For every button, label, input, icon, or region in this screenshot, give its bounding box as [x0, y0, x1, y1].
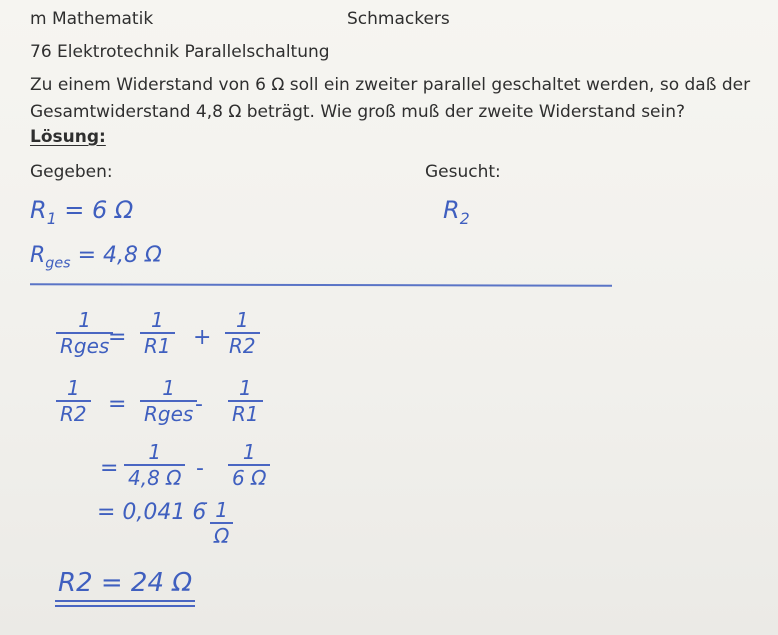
- double-underline-bottom: [55, 605, 195, 607]
- given-r1: $R_1 = 6$ Ω: [30, 196, 134, 228]
- task-text: Zu einem Widerstand von 6 Ω soll ein zweiter parallel geschaltet werden, so daß der Gesamtwiderstand 4,8 Ω beträgt. Wie groß muß der zweite Widerstand sein?: [30, 75, 751, 122]
- header-author: Schmackers: [347, 9, 450, 29]
- frac-1-48: $\frac{1}{4,8 \Omega}$: [124, 440, 185, 490]
- frac-1-r2-lhs: $\frac{1}{R2}$: [56, 376, 91, 426]
- equals-sign: =: [100, 456, 119, 481]
- frac-1-r1-2: $\frac{1}{R1}$: [228, 376, 263, 426]
- intermediate-result: = 0,041 6̄: [97, 500, 207, 525]
- frac-1-6: $\frac{1}{6 \Omega}$: [228, 440, 270, 490]
- exercise-title: 76 Elektrotechnik Parallelschaltung: [30, 42, 330, 62]
- separator-line: [30, 283, 612, 287]
- final-result: R2 = 24 Ω: [58, 568, 193, 598]
- given-rges: $R_{ges} = 4,8$ Ω: [30, 243, 162, 272]
- solution-heading: Lösung:: [30, 127, 106, 147]
- sought-r2: $R_2$: [443, 196, 470, 228]
- equals-sign: =: [108, 325, 127, 350]
- double-underline-top: [55, 600, 195, 602]
- minus-sign: -: [195, 392, 203, 417]
- frac-unit-per-ohm: $\frac{1}{\Omega}$: [210, 498, 233, 548]
- header-subject: m Mathematik: [30, 9, 154, 29]
- frac-1-rges-2: 1 Rges: [140, 376, 197, 426]
- frac-1-r1: $\frac{1}{R1}$: [140, 308, 175, 358]
- plus-sign: +: [193, 325, 212, 350]
- frac-1-r2: $\frac{1}{R2}$: [225, 308, 260, 358]
- given-label: Gegeben:: [30, 162, 113, 182]
- minus-sign: -: [196, 456, 204, 481]
- sought-label: Gesucht:: [425, 162, 501, 182]
- frac-1-rges: 1 Rges: [56, 308, 113, 358]
- equals-sign: =: [108, 392, 127, 417]
